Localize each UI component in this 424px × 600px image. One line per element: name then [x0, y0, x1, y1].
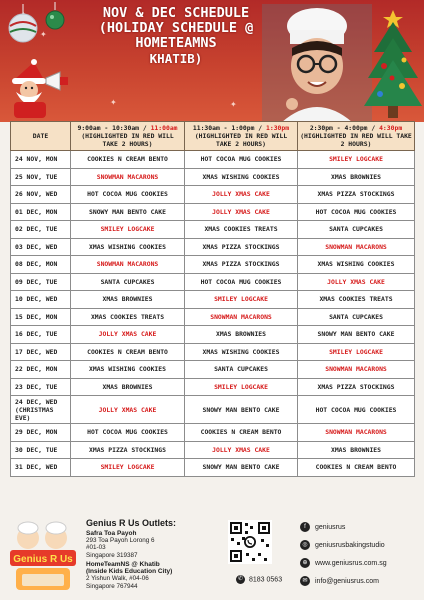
outlet-2-address-line-2: Singapore 767944 [86, 582, 138, 590]
row-date: 16 DEC, TUE [11, 326, 71, 344]
slot-1-class: XMAS BROWNIES [71, 378, 185, 396]
slot-3-class: JOLLY XMAS CAKE [298, 273, 415, 291]
slot-2-extended-time: 1:30pm [266, 124, 290, 132]
website-contact[interactable] [300, 558, 387, 568]
slot-3-class: XMAS PIZZA STOCKINGS [298, 378, 415, 396]
row-date: 26 NOV, WED [11, 186, 71, 204]
outlet-1-name: Safra Toa Payoh [86, 530, 137, 537]
table-row [11, 378, 415, 396]
slot-2-class: XMAS PIZZA STOCKINGS [185, 256, 298, 274]
table-row [11, 203, 415, 221]
title-line-1: NOV & DEC SCHEDULE [102, 5, 250, 21]
row-date: 15 DEC, MON [11, 308, 71, 326]
slot-3-extended-time: 4:30pm [379, 124, 403, 132]
slot-2-class: XMAS PIZZA STOCKINGS [185, 238, 298, 256]
row-date: 10 DEC, WED [11, 291, 71, 309]
table-row [11, 396, 415, 424]
hero-banner [0, 0, 424, 122]
row-date: 08 DEC, MON [11, 256, 71, 274]
instagram-handle: geniusrusbakingstudio [315, 541, 385, 549]
slot-1-class: HOT COCOA MUG COOKIES [71, 424, 185, 442]
table-row [11, 238, 415, 256]
slot-3-class: HOT COCOA MUG COOKIES [298, 203, 415, 221]
slot-1-class: XMAS WISHING COOKIES [71, 238, 185, 256]
slot-3-class: SNOWMAN MACARONS [298, 424, 415, 442]
table-row [11, 186, 415, 204]
column-header-slot-2 [185, 122, 298, 151]
email-icon: ✉ [300, 576, 310, 586]
slot-1-class: SANTA CUPCAKES [71, 273, 185, 291]
slot-1-class: SMILEY LOGCAKE [71, 221, 185, 239]
schedule-title [62, 6, 290, 66]
instagram-contact[interactable] [300, 540, 385, 550]
table-row [11, 256, 415, 274]
table-row [11, 291, 415, 309]
email-address: info@geniusrus.com [315, 577, 379, 585]
slot-3-note: (HIGHLIGHTED IN RED WILL TAKE 2 HOURS) [300, 132, 412, 148]
slot-1-class: HOT COCOA MUG COOKIES [71, 186, 185, 204]
row-date: 02 DEC, TUE [11, 221, 71, 239]
outlet-2-subname: (Inside Kids Education City) [86, 568, 173, 576]
slot-2-class: JOLLY XMAS CAKE [185, 186, 298, 204]
row-date: 17 DEC, WED [11, 343, 71, 361]
row-date: 01 DEC, MON [11, 203, 71, 221]
row-date: 23 DEC, TUE [11, 378, 71, 396]
facebook-icon: f [300, 522, 310, 532]
slot-3-class: SANTA CUPCAKES [298, 221, 415, 239]
qr-code-icon[interactable] [228, 520, 272, 564]
phone-icon: ✆ [237, 576, 244, 582]
row-date: 22 DEC, MON [11, 361, 71, 379]
table-row [11, 273, 415, 291]
slot-3-class: SMILEY LOGCAKE [298, 151, 415, 169]
row-date: 29 DEC, MON [11, 424, 71, 442]
slot-2-class: HOT COCOA MUG COOKIES [185, 273, 298, 291]
row-date: 31 DEC, WED [11, 459, 71, 477]
slot-2-class: SMILEY LOGCAKE [185, 291, 298, 309]
table-row [11, 151, 415, 169]
slot-2-time: 11:30am - 1:00pm / [192, 124, 266, 132]
slot-3-time: 2:30pm - 4:00pm / [309, 124, 380, 132]
slot-1-class: SNOWMAN MACARONS [71, 168, 185, 186]
slot-1-class: COOKIES N CREAM BENTO [71, 343, 185, 361]
phone-contact[interactable] [236, 575, 282, 584]
slot-2-class: XMAS WISHING COOKIES [185, 343, 298, 361]
table-row [11, 308, 415, 326]
slot-1-class: JOLLY XMAS CAKE [71, 396, 185, 424]
footer [0, 516, 424, 600]
slot-3-class: SNOWMAN MACARONS [298, 361, 415, 379]
slot-3-class: XMAS BROWNIES [298, 168, 415, 186]
outlets-info [86, 518, 218, 590]
slot-3-class: SNOWMAN MACARONS [298, 238, 415, 256]
slot-1-class: SMILEY LOGCAKE [71, 459, 185, 477]
outlets-heading: Genius R Us Outlets: [86, 518, 177, 528]
facebook-contact[interactable] [300, 522, 345, 532]
slot-1-class: JOLLY XMAS CAKE [71, 326, 185, 344]
row-date: 03 DEC, WED [11, 238, 71, 256]
slot-1-class: XMAS COOKIES TREATS [71, 308, 185, 326]
table-row [11, 343, 415, 361]
slot-3-class: SNOWY MAN BENTO CAKE [298, 326, 415, 344]
slot-2-class: XMAS BROWNIES [185, 326, 298, 344]
title-line-2: (HOLIDAY SCHEDULE @ HOMETEAMNS [98, 20, 254, 51]
slot-3-class: XMAS BROWNIES [298, 441, 415, 459]
snowflake-icon: ✦ [110, 98, 117, 107]
slot-2-class: SNOWY MAN BENTO CAKE [185, 459, 298, 477]
table-row [11, 361, 415, 379]
slot-3-class: XMAS PIZZA STOCKINGS [298, 186, 415, 204]
slot-3-class: SANTA CUPCAKES [298, 308, 415, 326]
table-row [11, 168, 415, 186]
row-date: 25 NOV, TUE [11, 168, 71, 186]
row-date: 09 DEC, TUE [11, 273, 71, 291]
schedule-table [10, 121, 415, 477]
slot-1-class: XMAS WISHING COOKIES [71, 361, 185, 379]
column-header-date: DATE [11, 122, 71, 151]
outlet-1-address-line-3: Singapore 319387 [86, 551, 138, 559]
slot-2-class: JOLLY XMAS CAKE [185, 441, 298, 459]
christmas-tree-icon [362, 8, 424, 122]
slot-2-class: SNOWMAN MACARONS [185, 308, 298, 326]
megaphone-icon [44, 70, 72, 92]
table-row [11, 326, 415, 344]
slot-1-class: XMAS PIZZA STOCKINGS [71, 441, 185, 459]
slot-2-note: (HIGHLIGHTED IN RED WILL TAKE 2 HOURS) [194, 132, 288, 148]
facebook-handle: geniusrus [315, 523, 346, 531]
outlet-2-name: HomeTeamNS @ Khatib [86, 561, 160, 569]
slot-3-class: XMAS WISHING COOKIES [298, 256, 415, 274]
slot-2-class: SMILEY LOGCAKE [185, 378, 298, 396]
slot-2-class: JOLLY XMAS CAKE [185, 203, 298, 221]
title-line-3: KHATIB) [149, 51, 203, 66]
instagram-icon: ◎ [300, 540, 310, 550]
slot-2-class: COOKIES N CREAM BENTO [185, 424, 298, 442]
table-row [11, 221, 415, 239]
outlet-2-address-line-1: 2 Yishun Walk, #04-06 [86, 575, 149, 583]
slot-2-class: SNOWY MAN BENTO CAKE [185, 396, 298, 424]
logo-text: Genius R Us [13, 554, 73, 565]
genius-r-us-logo [8, 520, 78, 594]
slot-2-class: XMAS WISHING COOKIES [185, 168, 298, 186]
row-date: 30 DEC, TUE [11, 441, 71, 459]
slot-1-time: 9:00am - 10:30am / [77, 124, 151, 132]
ornament-icon [6, 4, 40, 44]
slot-3-class: XMAS COOKIES TREATS [298, 291, 415, 309]
outlet-1-address-line-2: #01-03 [86, 544, 106, 552]
child-chef-photo [262, 4, 372, 122]
slot-2-class: SANTA CUPCAKES [185, 361, 298, 379]
website-url: www.geniusrus.com.sg [315, 559, 387, 567]
slot-1-class: COOKIES N CREAM BENTO [71, 151, 185, 169]
slot-1-extended-time: 11:00am [150, 124, 178, 132]
slot-1-class: XMAS BROWNIES [71, 291, 185, 309]
slot-2-class: XMAS COOKIES TREATS [185, 221, 298, 239]
snowflake-icon: ✦ [40, 30, 47, 39]
phone-number: 8183 0563 [249, 576, 283, 584]
slot-3-class: COOKIES N CREAM BENTO [298, 459, 415, 477]
slot-1-class: SNOWMAN MACARONS [71, 256, 185, 274]
slot-2-class: HOT COCOA MUG COOKIES [185, 151, 298, 169]
column-header-slot-3 [298, 122, 415, 151]
table-row [11, 424, 415, 442]
globe-icon: ⊕ [300, 558, 310, 568]
row-date: 24 DEC, WED (CHRISTMAS EVE) [11, 396, 71, 424]
slot-1-class: SNOWY MAN BENTO CAKE [71, 203, 185, 221]
column-header-slot-1 [71, 122, 185, 151]
email-contact[interactable] [300, 576, 379, 586]
table-row [11, 441, 415, 459]
row-date: 24 NOV, MON [11, 151, 71, 169]
outlet-1-address-line-1: 293 Toa Payoh Lorong 6 [86, 537, 155, 544]
slot-1-note: (HIGHLIGHTED IN RED WILL TAKE 2 HOURS) [81, 132, 174, 148]
slot-3-class: HOT COCOA MUG COOKIES [298, 396, 415, 424]
slot-3-class: SMILEY LOGCAKE [298, 343, 415, 361]
table-row [11, 459, 415, 477]
snowflake-icon: ✦ [230, 100, 237, 109]
table-header-row [11, 122, 415, 151]
